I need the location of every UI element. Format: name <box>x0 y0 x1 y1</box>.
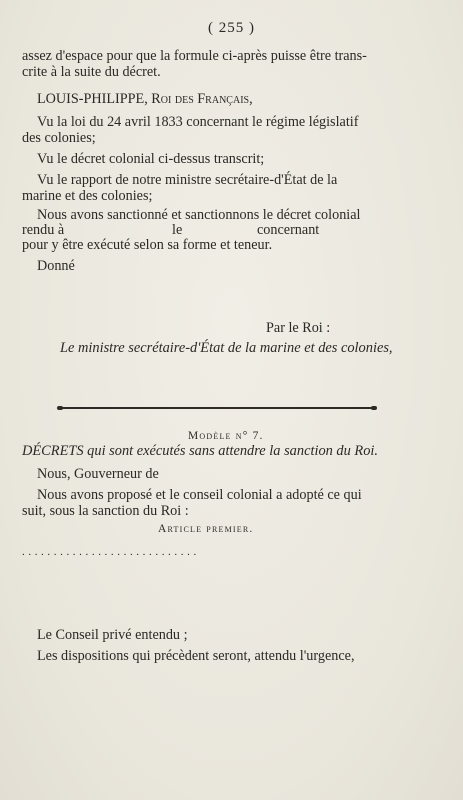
decree-title <box>22 443 378 459</box>
text-line: marine et des colonies; <box>22 188 153 204</box>
text-line: suit, sous la sanction du Roi : <box>22 503 189 519</box>
text-line: Donné <box>37 258 75 274</box>
decree-title-rest: qui sont exécutés sans attendre la sanction du Roi. <box>87 443 379 459</box>
text-line: Le Conseil privé entendu ; <box>37 627 188 643</box>
form-blank-rendu: rendu à <box>22 222 65 238</box>
text-line: assez d'espace pour que la formule ci-après puisse être trans- <box>22 48 367 64</box>
page-number: ( 255 ) <box>208 20 255 36</box>
text-line: Vu la loi du 24 avril 1833 concernant le régime législatif <box>37 114 359 130</box>
text-line: Nous avons proposé et le conseil colonial a adopté ce qui <box>37 487 362 503</box>
text-line: Vu le rapport de notre ministre secrétaire-d'État de la <box>37 172 338 188</box>
minister-signature: Le ministre secrétaire-d'État de la marine et des colonies, <box>60 340 393 356</box>
dotted-leader: ............................ <box>22 546 200 558</box>
text-line: Les dispositions qui précèdent seront, attendu l'urgence, <box>37 648 355 664</box>
signature-line: Par le Roi : <box>266 320 331 336</box>
text-line: Nous avons sanctionné et sanctionnons le décret colonial <box>37 207 361 223</box>
decree-heading <box>37 91 253 107</box>
article-heading: Article premier. <box>158 523 254 535</box>
text-line: crite à la suite du décret. <box>22 64 161 80</box>
text-line: Vu le décret colonial ci-dessus transcrit; <box>37 151 265 167</box>
text-line: Nous, Gouverneur de <box>37 466 159 482</box>
form-blank-concernant: concernant <box>257 222 320 238</box>
king-name: LOUIS-PHILIPPE, <box>37 91 148 107</box>
text-line: pour y être exécuté selon sa forme et teneur. <box>22 237 273 253</box>
model-heading: Modèle n° 7. <box>188 430 264 442</box>
text-line: des colonies; <box>22 130 96 146</box>
king-title: Roi des Français, <box>151 91 253 107</box>
form-blank-le: le <box>172 222 183 238</box>
decree-title-word: DÉCRETS <box>22 443 84 459</box>
section-divider <box>60 407 374 409</box>
